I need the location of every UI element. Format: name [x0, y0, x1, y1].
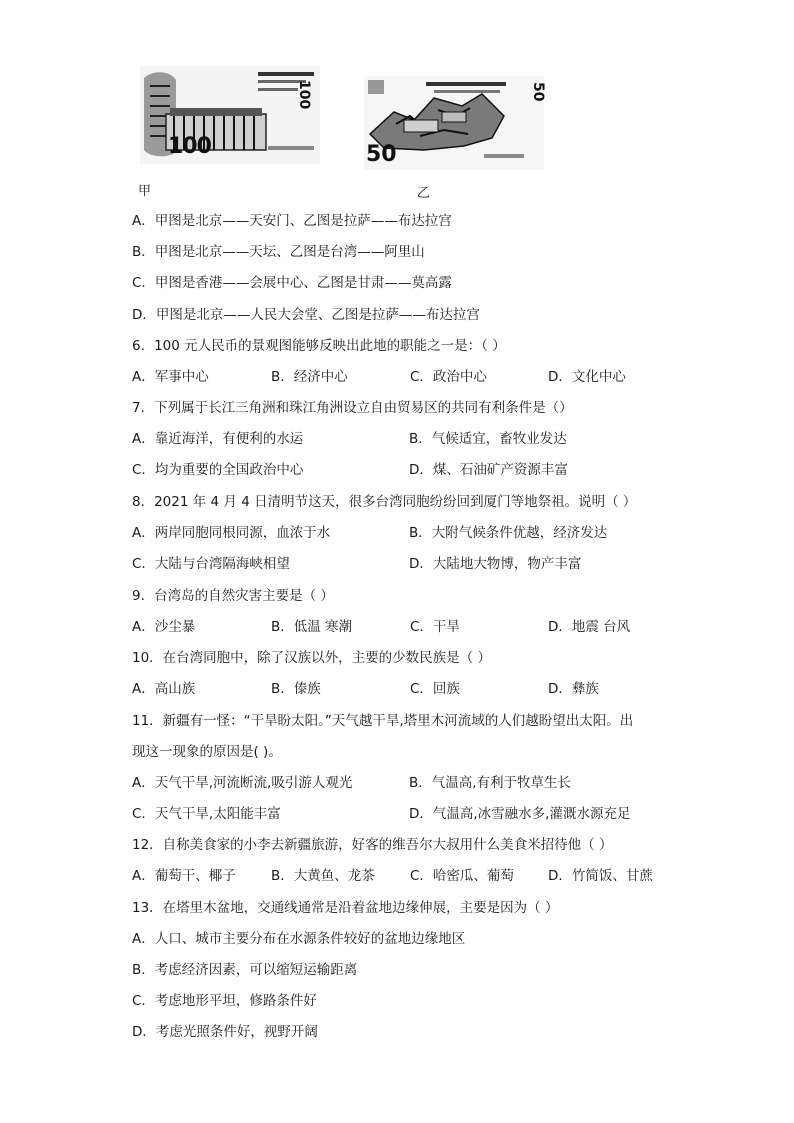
q12-option-d: D．竹简饭、甘蔗 — [548, 868, 653, 884]
q6-option-b: B．经济中心 — [271, 369, 348, 385]
q10-stem: 10．在台湾同胞中，除了汉族以外，主要的少数民族是（ ） — [132, 650, 491, 666]
q8-options-row-1 — [132, 523, 672, 543]
q10-option-c: C．回族 — [410, 681, 460, 697]
q13-option-b: B．考虑经济因素，可以缩短运输距离 — [132, 962, 358, 978]
q13-stem: 13．在塔里木盆地，交通线通常是沿着盆地边缘伸展，主要是因为（ ） — [132, 900, 559, 916]
q7-option-c: C．均为重要的全国政治中心 — [132, 462, 304, 478]
banknote-100-illustration — [140, 66, 320, 164]
q11-option-b: B．气温高,有利于牧草生长 — [409, 775, 572, 791]
q10-options-row — [132, 679, 672, 699]
banknote-100-top-numeral: 100 — [296, 80, 312, 110]
q5-option-c: C．甲图是香港——会展中心、乙图是甘肃——莫高露 — [132, 275, 452, 291]
q7-option-d: D．煤、石油矿产资源丰富 — [409, 462, 568, 478]
q9-option-a: A．沙尘暴 — [132, 619, 196, 635]
q12-options-row — [132, 866, 672, 886]
q11-option-c: C．天气干旱,太阳能丰富 — [132, 806, 281, 822]
q8-option-d: D．大陆地大物博，物产丰富 — [409, 556, 582, 572]
q11-options-row-2 — [132, 804, 672, 824]
banknote-50-bottom-numeral: 50 — [366, 142, 397, 167]
q8-stem: 8．2021 年 4 月 4 日清明节这天，很多台湾同胞纷纷回到厦门等地祭祖。说明（ ） — [132, 494, 637, 510]
q6-stem: 6．100 元人民币的景观图能够反映出此地的职能之一是：（ ） — [132, 338, 506, 354]
q7-stem: 7．下列属于长江三角洲和珠江角洲设立自由贸易区的共同有利条件是（） — [132, 400, 573, 416]
q12-option-a: A．葡萄干、椰子 — [132, 868, 236, 884]
q13-option-a: A．人口、城市主要分布在水源条件较好的盆地边缘地区 — [132, 931, 466, 947]
q12-option-b: B．大黄鱼、龙茶 — [271, 868, 375, 884]
figure-caption-jia: 甲 — [138, 184, 152, 199]
q11-stem-line-1: 11．新疆有一怪：“干旱盼太阳。”天气越干旱,塔里木河流域的人们越盼望出太阳。出 — [132, 713, 634, 729]
q6-option-c: C．政治中心 — [410, 369, 487, 385]
q12-option-c: C．哈密瓜、葡萄 — [410, 868, 514, 884]
q11-stem-line-2: 现这一现象的原因是( )。 — [132, 744, 282, 760]
q9-option-d: D．地震 台风 — [548, 619, 631, 635]
banknote-100-figure — [140, 66, 320, 164]
banknote-50-figure — [364, 76, 544, 170]
q9-option-b: B．低温 寒潮 — [271, 619, 353, 635]
q11-option-d: D．气温高,冰雪融水多,灌溉水源充足 — [409, 806, 631, 822]
q6-option-a: A．军事中心 — [132, 369, 209, 385]
q8-option-c: C．大陆与台湾隔海峡相望 — [132, 556, 290, 572]
banknote-100-bottom-numeral: 100 — [168, 134, 211, 159]
q5-option-b: B．甲图是北京——天坛、乙图是台湾——阿里山 — [132, 244, 425, 260]
q8-options-row-2 — [132, 554, 672, 574]
banknote-50-top-numeral: 50 — [530, 82, 546, 102]
q10-option-d: D．彝族 — [548, 681, 599, 697]
q7-option-b: B．气候适宜，畜牧业发达 — [409, 431, 567, 447]
q7-options-row-1 — [132, 429, 672, 449]
q5-option-d: D．甲图是北京——人民大会堂、乙图是拉萨——布达拉宫 — [132, 307, 480, 323]
q8-option-a: A．两岸同胞同根同源，血浓于水 — [132, 525, 331, 541]
q7-options-row-2 — [132, 460, 672, 480]
q9-options-row — [132, 617, 672, 637]
q7-option-a: A．靠近海洋，有便利的水运 — [132, 431, 304, 447]
q11-options-row-1 — [132, 773, 672, 793]
q6-option-d: D．文化中心 — [548, 369, 626, 385]
q10-option-a: A．高山族 — [132, 681, 196, 697]
q6-options-row — [132, 367, 672, 387]
q13-option-c: C．考虑地形平坦，修路条件好 — [132, 993, 317, 1009]
q11-option-a: A．天气干旱,河流断流,吸引游人观光 — [132, 775, 353, 791]
figure-caption-yi: 乙 — [417, 186, 431, 201]
q13-option-d: D．考虑光照条件好，视野开阔 — [132, 1024, 318, 1040]
q12-stem: 12．自称美食家的小李去新疆旅游，好客的维吾尔大叔用什么美食米招待他（ ） — [132, 837, 613, 853]
q9-stem: 9．台湾岛的自然灾害主要是（ ） — [132, 588, 334, 604]
q8-option-b: B．大附气候条件优越，经济发达 — [409, 525, 608, 541]
q10-option-b: B．傣族 — [271, 681, 321, 697]
q5-option-a: A．甲图是北京——天安门、乙图是拉萨——布达拉宫 — [132, 213, 452, 229]
q9-option-c: C．干旱 — [410, 619, 460, 635]
